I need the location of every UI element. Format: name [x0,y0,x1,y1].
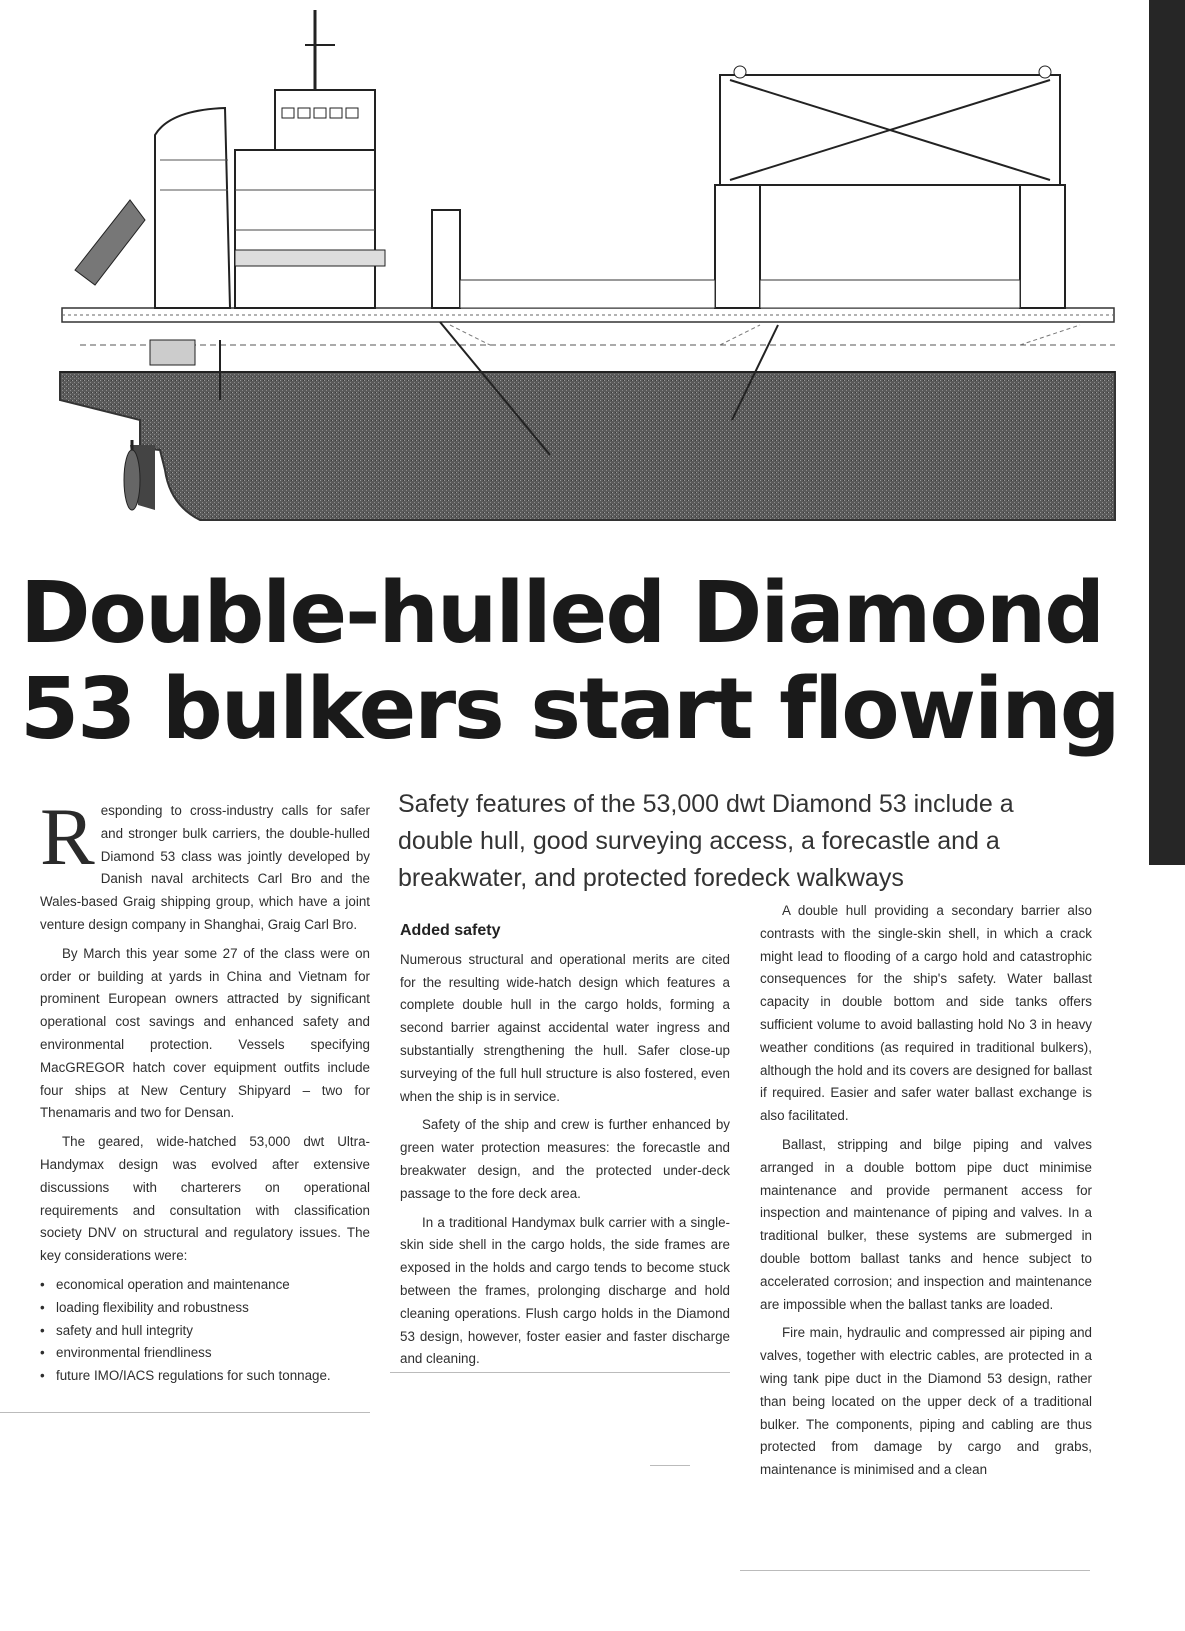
paragraph: The geared, wide-hatched 53,000 dwt Ultra-Handymax design was evolved after extensive discussions with charterers on operational requirements and consultation with classification society DNV on structural and regulatory issues. The key considerations were: [40,1134,370,1264]
intro-text: esponding to cross-industry calls for safer and stronger bulk carriers, the double-hulled Diamond 53 class was jointly developed by Danish naval architects Carl Bro and the Wales-based Graig shipping group, which have a joint venture design company in Shanghai, Graig Carl Bro. [40,803,370,932]
paragraph: By March this year some 27 of the class were on order or building at yards in China and Vietnam for prominent European owners attracted by significant operational cost savings and enhanced safety and environmental protection. Vessels specifying MacGREGOR hatch cover equipment outfits include four ships at New Century Shipyard – two for Thenamaris and two for Densan. [40,945,370,1121]
section-subhead: Added safety [400,922,501,939]
article-column-3 [760,900,1092,1488]
divider [390,1372,730,1373]
paragraph: Numerous structural and operational merits are cited for the resulting wide-hatch design which features a complete double hull in the cargo holds, forming a second barrier against accidental water ingress and substantially strengthening the hull. Safer close-up surveying of the full hull structure is also fostered, even when the ship is in service. [400,951,730,1104]
divider [0,1412,370,1413]
list-item: • environmental friendliness [40,1342,370,1365]
list-item: • safety and hull integrity [40,1320,370,1343]
paragraph: Fire main, hydraulic and compressed air piping and valves, together with electric cables, are protected in a wing tank pipe duct in the Diamond 53 design, rather than being located on the upper deck of a traditional bulker. The components, piping and cabling are thus protected from damage by cargo and grabs, maintenance is minimised and a clean [760,1325,1092,1478]
paragraph: Safety of the ship and crew is further enhanced by green water protection measures: the forecastle and breakwater design, and the protected under-deck passage to the fore deck area. [400,1117,730,1201]
paragraph: In a traditional Handymax bulk carrier with a single-skin side shell in the cargo holds, the side frames are exposed in the holds and cargo tends to become stuck between the frames, prolonging discharge and hold cleaning operations. Flush cargo holds in the Diamond 53 design, however, foster easier and faster discharge and cleaning. [400,1214,730,1367]
divider [650,1465,690,1466]
pull-quote: Safety features of the 53,000 dwt Diamond 53 include a double hull, good surveying access, a forecastle and a breakwater, and protected foredeck walkways [398,790,1014,892]
considerations-list [40,1274,370,1388]
intro-paragraph [40,791,370,937]
page-edge-shadow [1149,0,1185,865]
article-headline [20,566,1150,758]
list-item: • future IMO/IACS regulations for such tonnage. [40,1365,370,1388]
headline-line-2: 53 bulkers start flowing [20,660,1119,759]
drop-cap: R [40,791,95,882]
headline-line-1: Double-hulled Diamond [20,564,1104,663]
paragraph: Ballast, stripping and bilge piping and valves arranged in a double bottom pipe duct minimise maintenance and provide permanent access for inspection and maintenance of piping and valves. In a traditional bulker, these systems are submerged in double bottom ballast tanks and hence subject to accelerated corrosion; and inspection and maintenance are impossible when the ballast tanks are loaded. [760,1136,1092,1312]
divider [740,1570,1090,1571]
ship-profile-illustration [20,0,1140,540]
list-item: • loading flexibility and robustness [40,1297,370,1320]
article-column-2 [400,920,730,1377]
list-item: • economical operation and maintenance [40,1274,370,1297]
article-column-1 [40,791,370,1388]
paragraph: A double hull providing a secondary barrier also contrasts with the single-skin shell, in which a crack might lead to flooding of a cargo hold and catastrophic consequences for the ship's safety. Water ballast capacity in double bottom and side tanks offers sufficient volume to avoid ballasting hold No 3 in heavy weather conditions (as required in traditional bulkers), although the hold and its covers are designed for ballast if required. Easier and safer water ballast exchange is also facilitated. [760,903,1093,1124]
